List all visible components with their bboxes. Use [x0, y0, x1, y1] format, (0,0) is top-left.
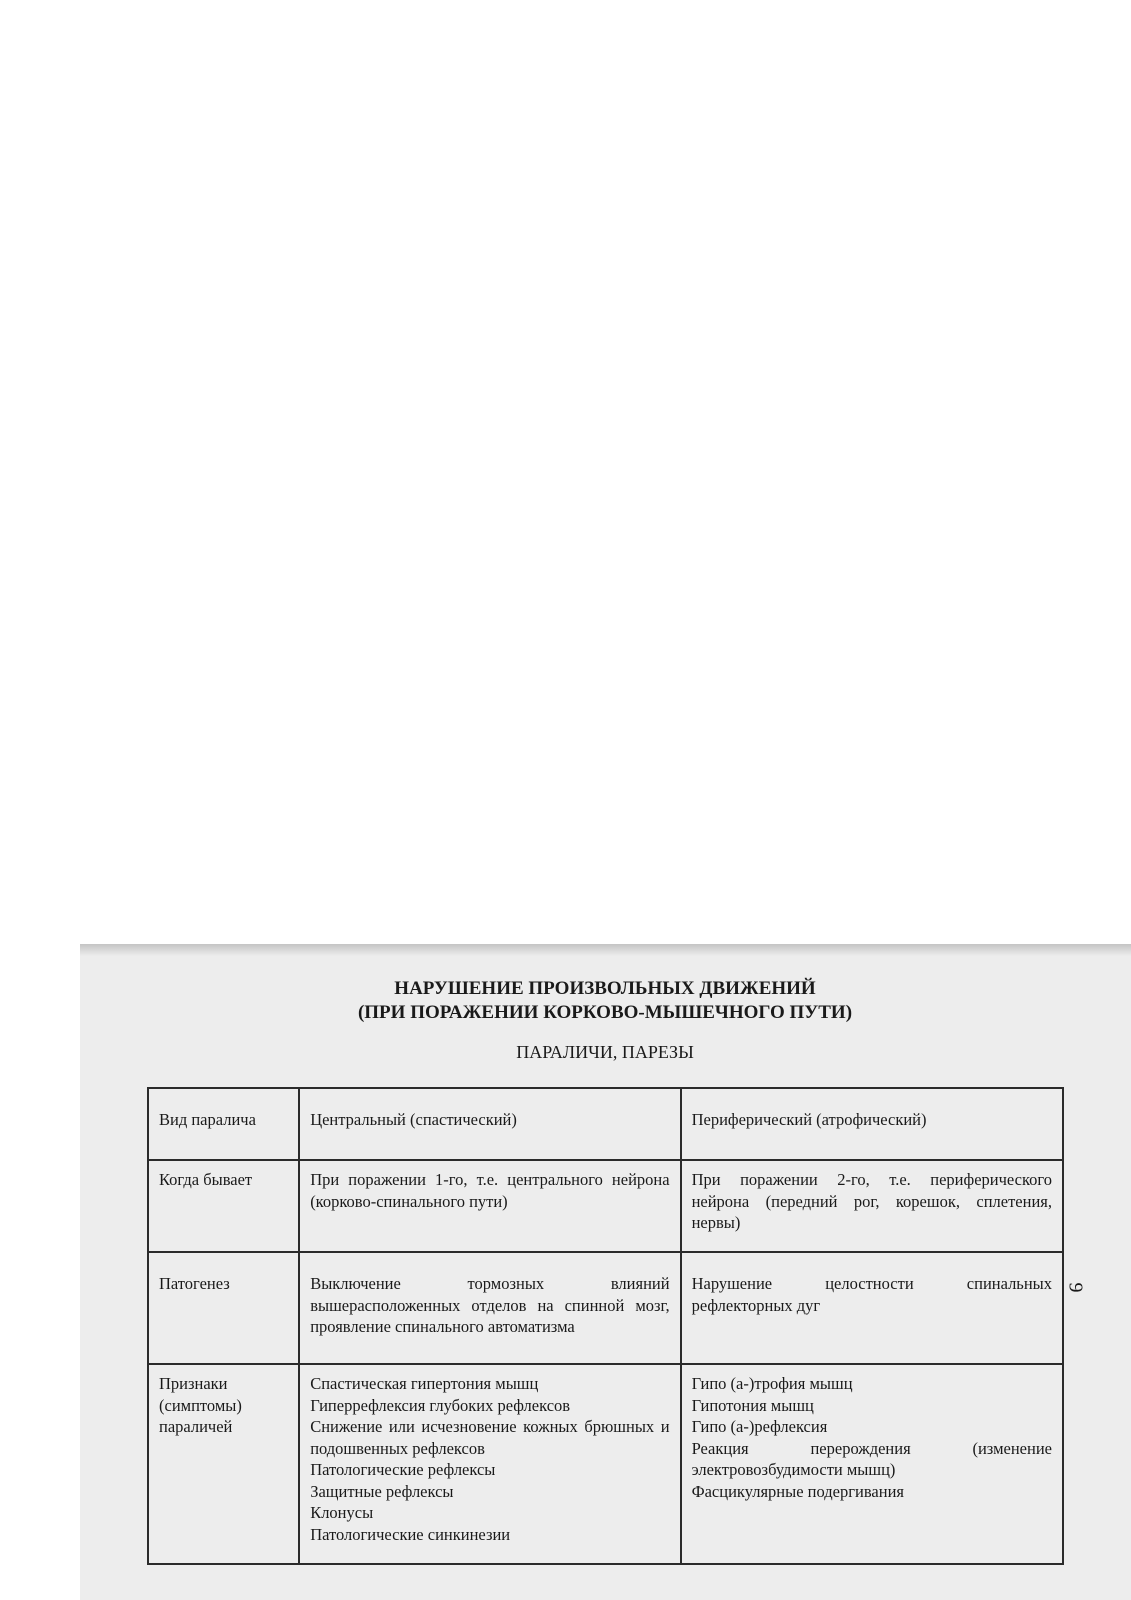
central-sign-item: Патологические рефлексы — [310, 1460, 496, 1479]
central-sign-item: Снижение или исчезновение кожных брюшных и подошвенных рефлексов — [310, 1417, 670, 1458]
table-row-when — [148, 1160, 1063, 1252]
cell-signs-central — [299, 1364, 680, 1564]
signs-label-line: Признаки — [159, 1374, 228, 1393]
cell-when-peripheral: При поражении 2-го, т.е. периферического нейрона (передний рог, корешок, сплетения, нервы) — [681, 1160, 1063, 1252]
scan-edge-shadow — [80, 944, 1131, 956]
cell-when-central: При поражении 1-го, т.е. центрального нейрона (корково-спинального пути) — [299, 1160, 680, 1252]
central-sign-item: Патологические синкинезии — [310, 1524, 511, 1544]
signs-label-line: (симптомы) — [159, 1395, 242, 1415]
title-line-2: (ПРИ ПОРАЖЕНИИ КОРКОВО-МЫШЕЧНОГО ПУТИ) — [357, 1002, 853, 1023]
central-sign-item: Клонусы — [310, 1503, 374, 1522]
row-label-signs — [148, 1364, 299, 1564]
title-line-1: НАРУШЕНИЕ ПРОИЗВОЛЬНЫХ ДВИЖЕНИЙ — [394, 978, 816, 999]
central-sign-item: Гиперрефлексия глубоких рефлексов — [310, 1395, 571, 1415]
document-subtitle: ПАРАЛИЧИ, ПАРЕЗЫ — [516, 1042, 694, 1062]
central-sign-item: Защитные рефлексы — [310, 1481, 454, 1501]
peripheral-sign-item: Фасцикулярные подергивания — [691, 1481, 904, 1501]
paralysis-table — [147, 1087, 1064, 1565]
row-label-pathogenesis: Патогенез — [148, 1252, 299, 1364]
peripheral-sign-item: Гипо (а-)рефлексия — [691, 1417, 828, 1436]
signs-label-line: параличей — [159, 1417, 233, 1436]
header-cell-type: Вид паралича — [148, 1088, 299, 1160]
page-number: 9 — [1064, 1282, 1087, 1293]
table-row-pathogenesis — [148, 1252, 1063, 1364]
document-title — [0, 977, 1131, 1025]
table-header-row — [148, 1088, 1063, 1160]
header-cell-peripheral: Периферический (атрофический) — [681, 1088, 1063, 1160]
cell-pathogenesis-central: Выключение тормозных влияний вышерасположенных отделов на спинной мозг, проявление спинального автоматизма — [299, 1252, 680, 1364]
row-label-when: Когда бывает — [148, 1160, 299, 1252]
cell-signs-peripheral — [681, 1364, 1063, 1564]
header-cell-central: Центральный (спастический) — [299, 1088, 680, 1160]
central-sign-item: Спастическая гипертония мышц — [310, 1374, 539, 1393]
cell-pathogenesis-peripheral: Нарушение целостности спинальных рефлекторных дуг — [681, 1252, 1063, 1364]
peripheral-sign-item: Реакция перерождения (изменение электровозбудимости мышц) — [691, 1438, 1052, 1479]
table-row-signs — [148, 1364, 1063, 1564]
peripheral-sign-item: Гипо (а-)трофия мышц — [691, 1374, 853, 1393]
peripheral-sign-item: Гипотония мышц — [691, 1395, 814, 1415]
